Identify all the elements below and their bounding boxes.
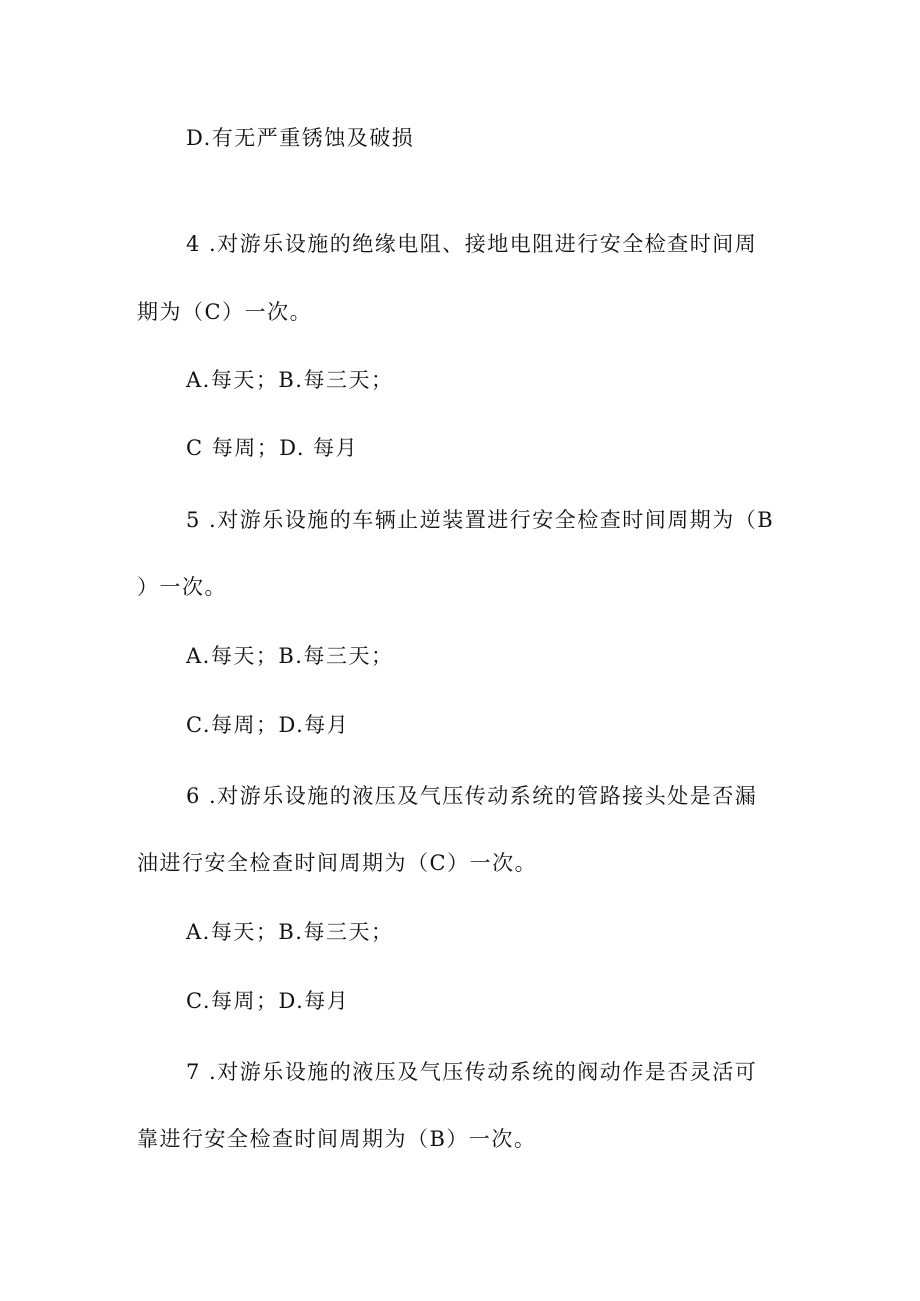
- option-line-d: D.有无严重锈蚀及破损: [186, 126, 415, 150]
- question-6-line-1: 6 .对游乐设施的液压及气压传动系统的管路接头处是否漏: [186, 784, 758, 808]
- question-7-line-2: 靠进行安全检查时间周期为（B）一次。: [137, 1127, 537, 1151]
- question-6-options-ab: A.每天；B.每三天；: [186, 920, 394, 944]
- question-7-line-1: 7 .对游乐设施的液压及气压传动系统的阀动作是否灵活可: [186, 1060, 758, 1084]
- question-5-line-2: ）一次。: [137, 575, 227, 599]
- question-4-options-ab: A.每天；B.每三天；: [186, 368, 394, 392]
- question-6-line-2: 油进行安全检查时间周期为（C）一次。: [137, 851, 538, 875]
- question-5-options-cd: C.每周；D.每月: [186, 713, 350, 737]
- question-4-options-cd: C 每周；D. 每月: [186, 436, 359, 460]
- question-5-line-1: 5 .对游乐设施的车辆止逆装置进行安全检查时间周期为（B: [186, 508, 775, 532]
- question-4-line-2: 期为（C）一次。: [137, 300, 313, 324]
- question-4-line-1: 4 .对游乐设施的绝缘电阻、接地电阻进行安全检查时间周: [186, 232, 758, 256]
- question-6-options-cd: C.每周；D.每月: [186, 989, 350, 1013]
- question-5-options-ab: A.每天；B.每三天；: [186, 644, 394, 668]
